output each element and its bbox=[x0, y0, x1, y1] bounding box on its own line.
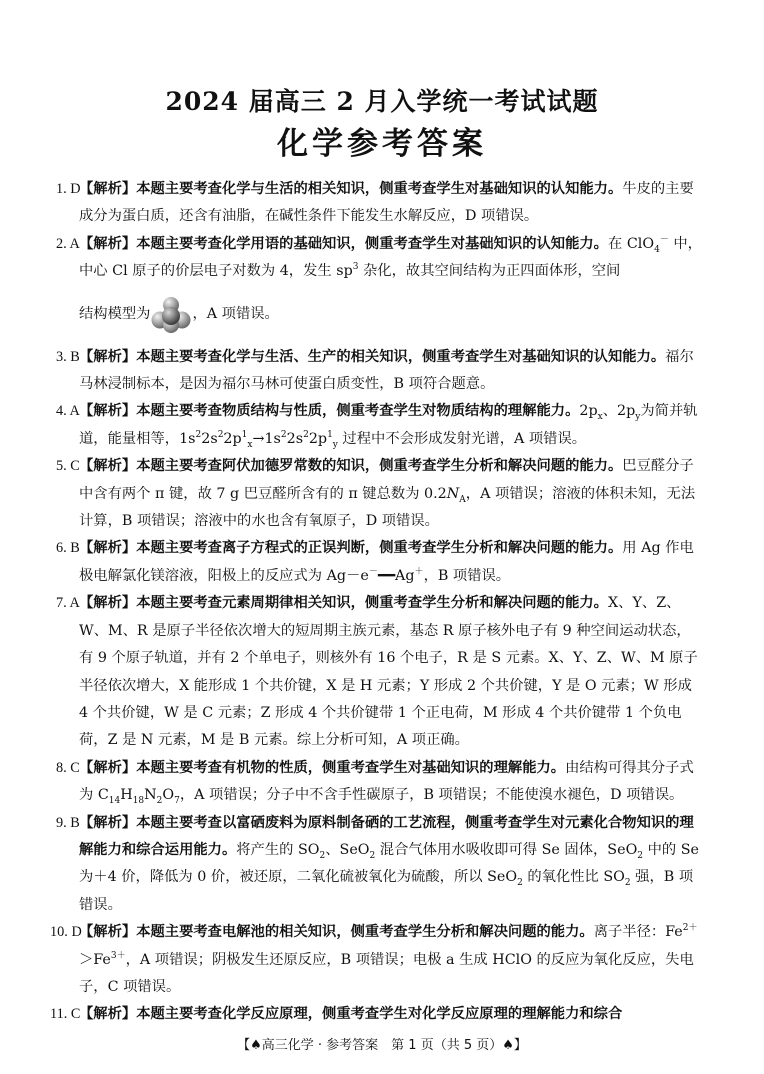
answer-body: →1s bbox=[252, 430, 281, 447]
superscript: 3＋ bbox=[110, 950, 126, 961]
answer-body: 2p bbox=[223, 430, 242, 447]
answer-body: 强，B 项错误。 bbox=[79, 869, 694, 913]
superscript: 2 bbox=[195, 430, 202, 441]
subject-title: 化学参考答案 bbox=[277, 126, 487, 162]
answer-body: ，B 项错误。 bbox=[423, 567, 511, 584]
answer-body: 过程中不会形成发射光谱，A 项错误。 bbox=[337, 430, 587, 447]
superscript: 2 bbox=[303, 430, 309, 441]
answer-item-11 bbox=[50, 1001, 702, 1028]
answer-item-6 bbox=[56, 535, 702, 590]
answer-body: 、SeO bbox=[325, 841, 370, 858]
answer-body: 2s bbox=[201, 430, 218, 447]
analysis-tag: 【解析】 bbox=[79, 924, 137, 941]
answer-body: 结构模型为 bbox=[79, 305, 151, 322]
subscript: x bbox=[247, 439, 253, 450]
answer-item-7 bbox=[56, 590, 702, 754]
answer-body: 由结构可得其分子式为 C bbox=[79, 759, 694, 804]
answer-lead: 本题主要考查化学反应原理，侧重考查学生对化学反应原理的理解能力和综合 bbox=[136, 1006, 623, 1023]
answer-body: 巴豆醛分子中含有两个 π 键，故 7 g 巴豆醛所含有的 π 键总数为 0.2 bbox=[79, 458, 694, 502]
answer-body: O bbox=[162, 787, 175, 804]
answer-body: 混合气体用水吸收即可得 Se 固体，SeO bbox=[375, 841, 638, 858]
footer-bracket-right: 】 bbox=[513, 1038, 527, 1053]
answer-item-2 bbox=[56, 231, 702, 344]
subscript: A bbox=[459, 494, 466, 505]
answer-body: 2p bbox=[579, 403, 598, 420]
subscript: 2 bbox=[319, 850, 326, 861]
answer-body: 将产生的 SO bbox=[236, 841, 320, 858]
subscript: y bbox=[332, 439, 338, 450]
answer-number: 3. B bbox=[56, 348, 80, 365]
answer-number: 10. D bbox=[50, 924, 82, 941]
subscript: 4 bbox=[654, 244, 660, 255]
analysis-tag: 【解析】 bbox=[79, 403, 137, 420]
subscript: 14 bbox=[108, 795, 121, 806]
answer-body: N bbox=[144, 787, 157, 804]
answer-body: 的氧化性比 SO bbox=[522, 869, 625, 886]
analysis-tag: 【解析】 bbox=[79, 814, 137, 831]
answer-lead: 本题主要考查阿伏加德罗常数的知识，侧重考查学生分析和解决问题的能力。 bbox=[136, 458, 623, 475]
spade-icon: ♠ bbox=[250, 1038, 262, 1053]
superscript: 3 bbox=[352, 262, 359, 273]
answer-number: 9. B bbox=[56, 814, 80, 831]
answer-body: 离子半径：Fe bbox=[593, 924, 683, 941]
tetrahedral-model-icon bbox=[151, 296, 191, 334]
answer-body: ，A 项错误；阴极发生还原反应，B 项错误；电极 a 生成 HClO 的反应为氧化反应，失电子，C 项错误。 bbox=[79, 951, 694, 995]
analysis-tag: 【解析】 bbox=[79, 235, 137, 252]
answer-list bbox=[50, 176, 702, 1029]
avogadro-symbol: N bbox=[446, 485, 460, 502]
superscript: 2 bbox=[280, 430, 287, 441]
analysis-tag: 【解析】 bbox=[79, 540, 137, 557]
subscript: 18 bbox=[132, 795, 145, 806]
answer-number: 6. B bbox=[56, 540, 80, 557]
analysis-tag: 【解析】 bbox=[79, 348, 137, 365]
answer-number: 5. C bbox=[56, 458, 80, 475]
answer-number: 1. D bbox=[56, 181, 81, 197]
answer-item-10 bbox=[50, 919, 702, 1001]
superscript: － bbox=[368, 567, 378, 578]
answer-number: 7. A bbox=[56, 595, 80, 612]
answer-body: 中的 Se 为＋4 价，降低为 0 价，被还原，二氧化硫被氧化为硫酸，所以 SeO bbox=[79, 841, 699, 886]
answer-lead: 本题主要考查离子方程式的正误判断，侧重考查学生分析和解决问题的能力。 bbox=[136, 540, 623, 557]
superscript: 2 bbox=[217, 430, 224, 441]
answer-lead: 本题主要考查元素周期律相关知识，侧重考查学生分析和解决问题的能力。 bbox=[136, 595, 608, 612]
subscript: y bbox=[635, 412, 641, 423]
footer-bracket-left: 【 bbox=[237, 1038, 251, 1053]
answer-body: ，A 项错误。 bbox=[192, 305, 279, 322]
subscript: 2 bbox=[624, 878, 631, 889]
answer-lead: 本题主要考查有机物的性质，侧重考查学生对基础知识的理解能力。 bbox=[136, 759, 566, 776]
answer-body: 用 Ag 作电极电解氯化镁溶液，阳极上的反应式为 Ag－e bbox=[79, 540, 694, 584]
answer-lead: 本题主要考查电解池的相关知识，侧重考查学生分析和解决问题的能力。 bbox=[136, 924, 594, 941]
answer-body: 、2p bbox=[602, 403, 636, 420]
answer-body: 牛皮的主要成分为蛋白质，还含有油脂，在碱性条件下能发生水解反应，D 项错误。 bbox=[79, 181, 694, 225]
analysis-tag: 【解析】 bbox=[79, 181, 137, 197]
answer-lead: 本题主要考查化学与生活、生产的相关知识，侧重考查学生对基础知识的认知能力。 bbox=[136, 348, 666, 365]
answer-item-8 bbox=[56, 755, 702, 810]
answer-body: ，A 项错误；溶液的体积未知，无法计算，B 项错误；溶液中的水也含有氧原子，D 项错误。 bbox=[79, 485, 696, 530]
exam-title: 2024 届高三 2 月入学统一考试试题 bbox=[165, 87, 599, 116]
answer-body: 2p bbox=[308, 430, 328, 447]
subscript: 2 bbox=[369, 850, 376, 861]
analysis-tag: 【解析】 bbox=[79, 595, 137, 612]
superscript: 2＋ bbox=[682, 923, 698, 934]
answer-item-4 bbox=[56, 398, 702, 453]
answer-body: ━━Ag bbox=[377, 567, 415, 584]
answer-lead: 本题主要考查以富硒废料为原料制备硒的工艺流程，侧重考查学生对元素化合物知识的理解能力和综合运用能力。 bbox=[79, 814, 694, 858]
subscript: 2 bbox=[156, 795, 163, 806]
answer-number: 4. A bbox=[56, 403, 80, 420]
subscript: x bbox=[597, 412, 603, 423]
analysis-tag: 【解析】 bbox=[79, 458, 137, 475]
superscript: － bbox=[659, 235, 669, 246]
footer-text: 高三化学 · 参考答案 第 1 页（共 5 页） bbox=[261, 1038, 503, 1053]
superscript: 1 bbox=[241, 430, 248, 441]
answer-number: 2. A bbox=[56, 235, 80, 252]
answer-lead: 本题主要考查化学与生活的相关知识，侧重考查学生对基础知识的认知能力。 bbox=[136, 181, 623, 197]
answer-body: 在 ClO bbox=[607, 235, 655, 252]
spade-icon: ♠ bbox=[502, 1038, 514, 1053]
answer-lead: 本题主要考查化学用语的基础知识，侧重考查学生对基础知识的认知能力。 bbox=[136, 235, 608, 252]
model-line bbox=[79, 286, 702, 344]
superscript: ＋ bbox=[414, 567, 424, 578]
answer-body: ＞Fe bbox=[79, 951, 111, 968]
answer-item-3 bbox=[56, 344, 702, 399]
analysis-tag: 【解析】 bbox=[79, 759, 137, 776]
superscript: 1 bbox=[327, 430, 333, 441]
answer-body: X、Y、Z、W、M、R 是原子半径依次增大的短周期主族元素，基态 R 原子核外电子有 9 种空间运动状态，有 9 个原子轨道，并有 2 个单电子，则核外有 16 个电子，R 是 S 元素。X、Y、Z、W、M 原子半径依次增大，X 能形成 1 个共价键，X 是 H 元素；Y 形成 2 个共价键，Y 是 O 元素；W 形成 4 个共价键，W 是 C 元素；Z 形成 4 个共价键带 1 个正电荷，M 形成 4 个共价键带 1 个负电荷，Z 是 N 元素，M 是 B 元素。综上分析可知，A 项正确。 bbox=[79, 595, 698, 749]
answer-item-9 bbox=[56, 810, 702, 920]
answer-body: 中，中心 Cl 原子的价层电子对数为 4，发生 sp bbox=[79, 235, 702, 280]
analysis-tag: 【解析】 bbox=[79, 1006, 137, 1023]
subscript: 2 bbox=[517, 878, 523, 889]
answer-body: ，A 项错误；分子中不含手性碳原子，B 项错误；不能使溴水褪色，D 项错误。 bbox=[179, 787, 684, 804]
answer-body: 福尔马林浸制标本，是因为福尔马林可使蛋白质变性，B 项符合题意。 bbox=[79, 348, 694, 393]
answer-number: 11. C bbox=[50, 1006, 81, 1023]
subscript: 7 bbox=[174, 795, 180, 806]
answer-lead: 本题主要考查物质结构与性质，侧重考查学生对物质结构的理解能力。 bbox=[136, 403, 580, 420]
answer-number: 8. C bbox=[56, 759, 80, 776]
subscript: 2 bbox=[637, 850, 644, 861]
page-footer bbox=[0, 1034, 764, 1053]
answer-item-1 bbox=[56, 176, 702, 231]
answer-body: 杂化，故其空间结构为正四面体形，空间 bbox=[358, 263, 621, 280]
answer-item-5 bbox=[56, 453, 702, 535]
answer-body: 为简并轨道，能量相等，1s bbox=[79, 403, 698, 447]
answer-body: H bbox=[120, 787, 133, 804]
answer-body: 2s bbox=[286, 430, 304, 447]
